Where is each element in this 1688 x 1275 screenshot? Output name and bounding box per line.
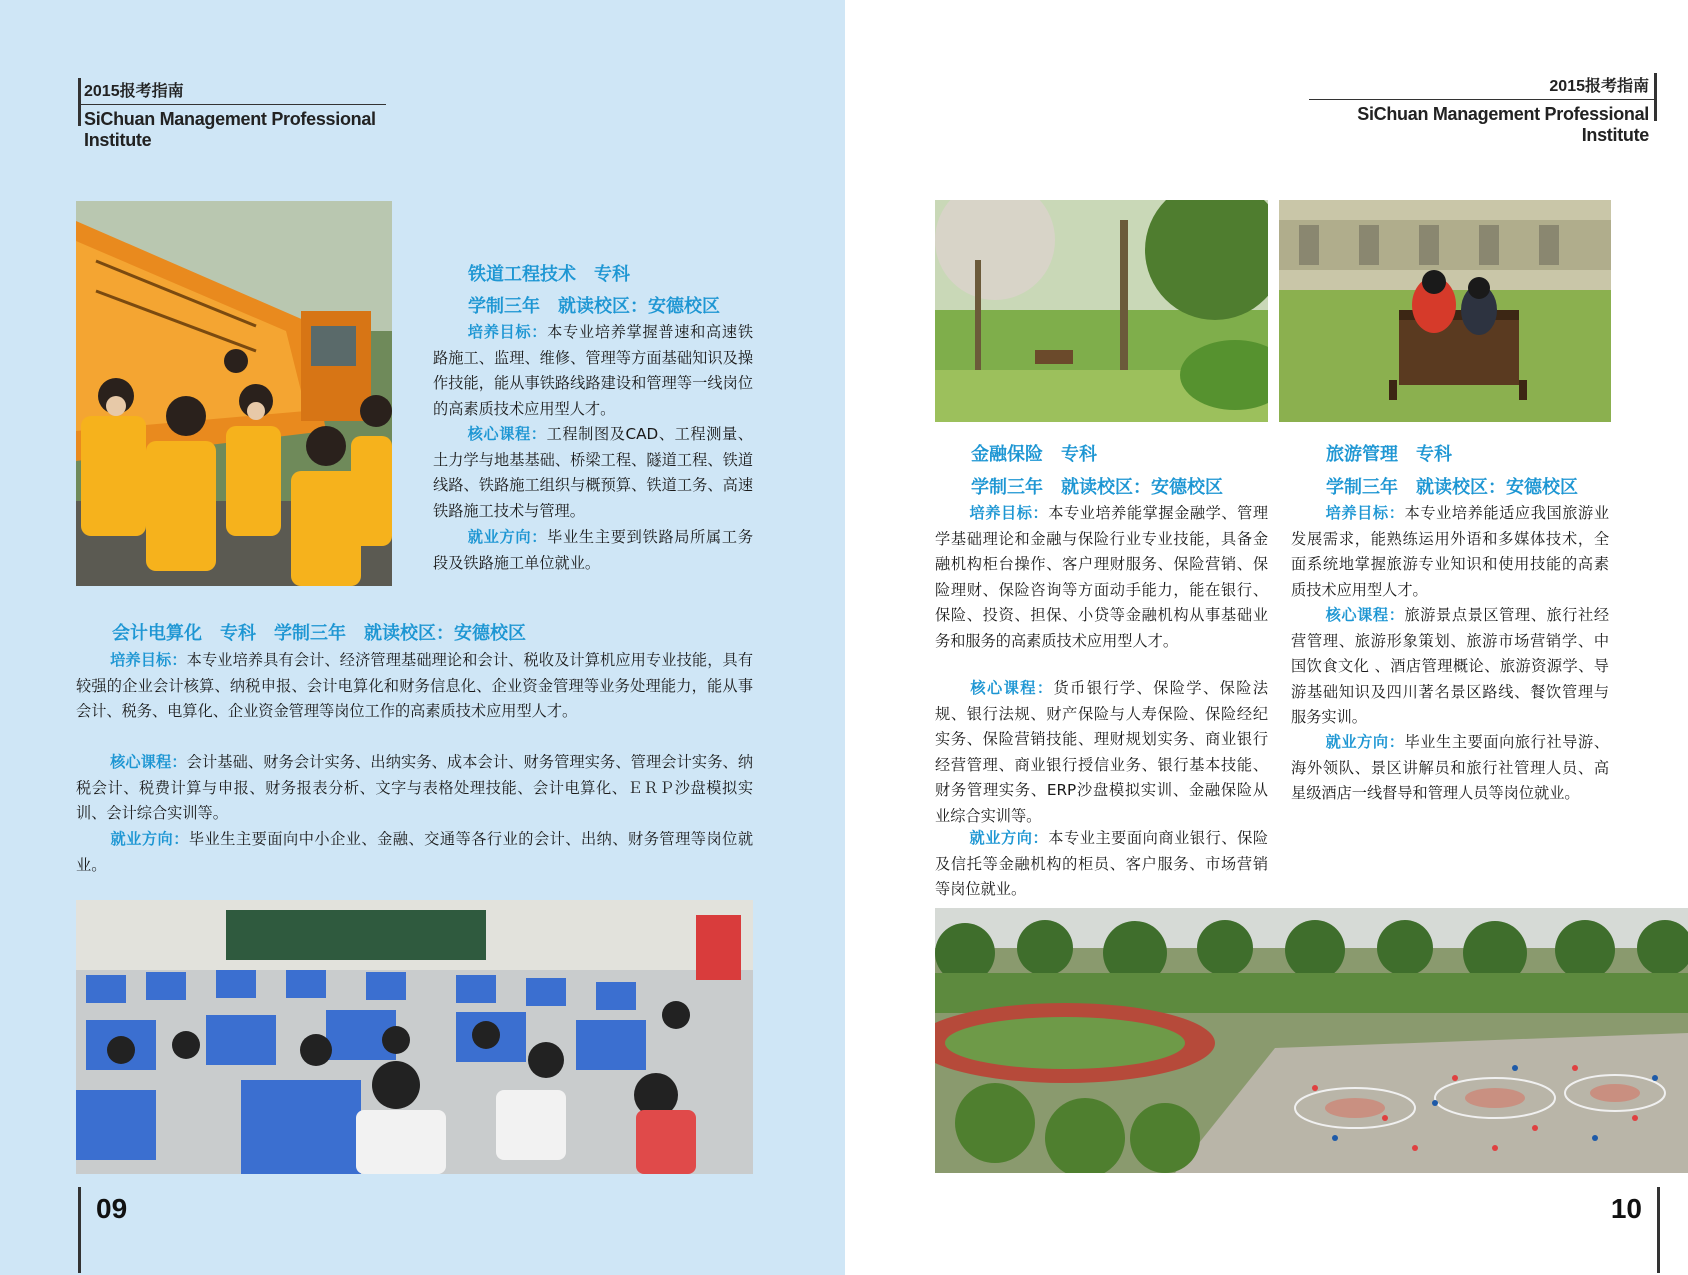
finance-title: 金融保险 专科 bbox=[971, 444, 1097, 465]
accounting-career-text: 毕业生主要面向中小企业、金融、交通等各行业的会计、出纳、财务管理等岗位就业。 bbox=[76, 830, 754, 874]
header-institute: SiChuan Management Professional Institute bbox=[84, 109, 376, 150]
header-year-title: 2015报考指南 bbox=[1549, 78, 1649, 95]
header-institute: SiChuan Management Professional Institute bbox=[1357, 104, 1649, 145]
header-year-title: 2015报考指南 bbox=[84, 83, 184, 100]
career-label: 就业方向： bbox=[110, 830, 189, 848]
accounting-career bbox=[76, 827, 753, 878]
computer-lab-photo bbox=[76, 900, 753, 1174]
header-bar bbox=[1654, 73, 1657, 121]
railway-subtitle: 学制三年 就读校区：安德校区 bbox=[468, 296, 720, 317]
goal-label: 培养目标： bbox=[969, 504, 1049, 522]
accounting-courses-text: 会计基础、财务会计实务、出纳实务、成本会计、财务管理实务、管理会计实务、纳税会计、税费计算与申报、财务报表分析、文字与表格处理技能、会计电算化、ＥＲＰ沙盘模拟实训、会计综合实训等。 bbox=[76, 753, 754, 822]
finance-goal-text: 本专业培养能掌握金融学、管理学基础理论和金融与保险行业专业技能，具备金融机构柜台操作、客户理财服务、保险营销、保险理财、保险咨询等方面动手能力，能在银行、保险、投资、担保、小贷等金融机构从事基础业务和服务的高素质技术应用型人才。 bbox=[935, 504, 1269, 650]
left-page-number: 09 bbox=[96, 1193, 128, 1224]
accounting-courses bbox=[76, 750, 753, 827]
right-page-folio bbox=[1611, 1193, 1660, 1225]
sports-field-aerial-photo bbox=[935, 908, 1688, 1173]
railway-goal bbox=[433, 320, 753, 422]
accounting-goal bbox=[76, 648, 753, 725]
finance-courses-text: 货币银行学、保险学、保险法规、银行法规、财产保险与人寿保险、保险经纪实务、保险营销技能、理财规划实务、商业银行经营管理、商业银行授信业务、银行基本技能、财务管理实务、ERP沙盘模拟实训、金融保险从业综合实训等。 bbox=[935, 679, 1269, 825]
railway-title: 铁道工程技术 专科 bbox=[468, 264, 630, 285]
railway-courses-text: 工程制图及CAD、工程测量、土力学与地基基础、桥梁工程、隧道工程、铁道线路、铁路施工组织与概预算、铁道工务、高速铁路施工技术与管理。 bbox=[433, 425, 753, 520]
career-label: 就业方向： bbox=[969, 829, 1049, 847]
tourism-goal-text: 本专业培养能适应我国旅游业发展需求，能熟练运用外语和多媒体技术，全面系统地掌握旅游专业知识和使用技能的高素质技术应用型人才。 bbox=[1291, 504, 1610, 599]
courses-label: 核心课程： bbox=[467, 425, 547, 443]
header-rule bbox=[1309, 99, 1654, 100]
railway-career bbox=[433, 525, 753, 576]
header-bar bbox=[78, 78, 81, 126]
tourism-title: 旅游管理 专科 bbox=[1326, 444, 1452, 465]
goal-label: 培养目标： bbox=[467, 323, 548, 341]
folio-bar bbox=[1657, 1187, 1660, 1273]
right-header bbox=[1305, 73, 1657, 146]
tourism-courses-text: 旅游景点景区管理、旅行社经营管理、旅游形象策划、旅游市场营销学、中国饮食文化 、酒店管理概论、旅游资源学、导游基础知识及四川著名景区路线、餐饮管理与服务实训。 bbox=[1291, 606, 1610, 726]
goal-label: 培养目标： bbox=[110, 651, 187, 669]
courses-label: 核心课程： bbox=[969, 679, 1054, 697]
courses-label: 核心课程： bbox=[110, 753, 187, 771]
tourism-courses bbox=[1291, 603, 1609, 731]
right-page-number: 10 bbox=[1610, 1193, 1642, 1224]
tourism-subtitle: 学制三年 就读校区：安德校区 bbox=[1326, 477, 1578, 498]
campus-park-photo bbox=[935, 200, 1268, 422]
finance-subtitle: 学制三年 就读校区：安德校区 bbox=[971, 477, 1223, 498]
railway-courses bbox=[433, 422, 753, 524]
left-page-folio bbox=[78, 1193, 127, 1225]
railway-career-text: 毕业生主要到铁路局所属工务段及铁路施工单位就业。 bbox=[433, 528, 754, 572]
goal-label: 培养目标： bbox=[1325, 504, 1405, 522]
tourism-career bbox=[1291, 730, 1609, 807]
tourism-goal bbox=[1291, 501, 1609, 603]
accounting-title: 会计电算化 专科 学制三年 就读校区：安德校区 bbox=[112, 623, 526, 644]
folio-bar bbox=[78, 1187, 81, 1273]
courses-label: 核心课程： bbox=[1325, 606, 1405, 624]
finance-career-text: 本专业主要面向商业银行、保险及信托等金融机构的柜员、客户服务、市场营销等岗位就业。 bbox=[935, 829, 1269, 898]
right-page bbox=[845, 0, 1688, 1275]
bench-couple-photo bbox=[1279, 200, 1611, 422]
railway-goal-text: 本专业培养掌握普速和高速铁路施工、监理、维修、管理等方面基础知识及操作技能，能从事铁路线路建设和管理等一线岗位的高素质技术应用型人才。 bbox=[433, 323, 754, 418]
tourism-career-text: 毕业生主要面向旅行社导游、海外领队、景区讲解员和旅行社管理人员、高星级酒店一线督导和管理人员等岗位就业。 bbox=[1291, 733, 1610, 802]
finance-career bbox=[935, 826, 1268, 903]
railway-construction-photo bbox=[76, 201, 392, 586]
career-label: 就业方向： bbox=[467, 528, 548, 546]
career-label: 就业方向： bbox=[1325, 733, 1405, 751]
header-rule bbox=[81, 104, 386, 105]
finance-goal bbox=[935, 501, 1268, 654]
accounting-goal-text: 本专业培养具有会计、经济管理基础理论和会计、税收及计算机应用专业技能，具有较强的企业会计核算、纳税申报、会计电算化和财务信息化、企业资金管理等业务处理能力，能从事会计、税务、电算化、企业资金管理等岗位工作的高素质技术应用型人才。 bbox=[76, 651, 754, 720]
left-header bbox=[78, 78, 388, 151]
finance-courses bbox=[935, 676, 1268, 829]
